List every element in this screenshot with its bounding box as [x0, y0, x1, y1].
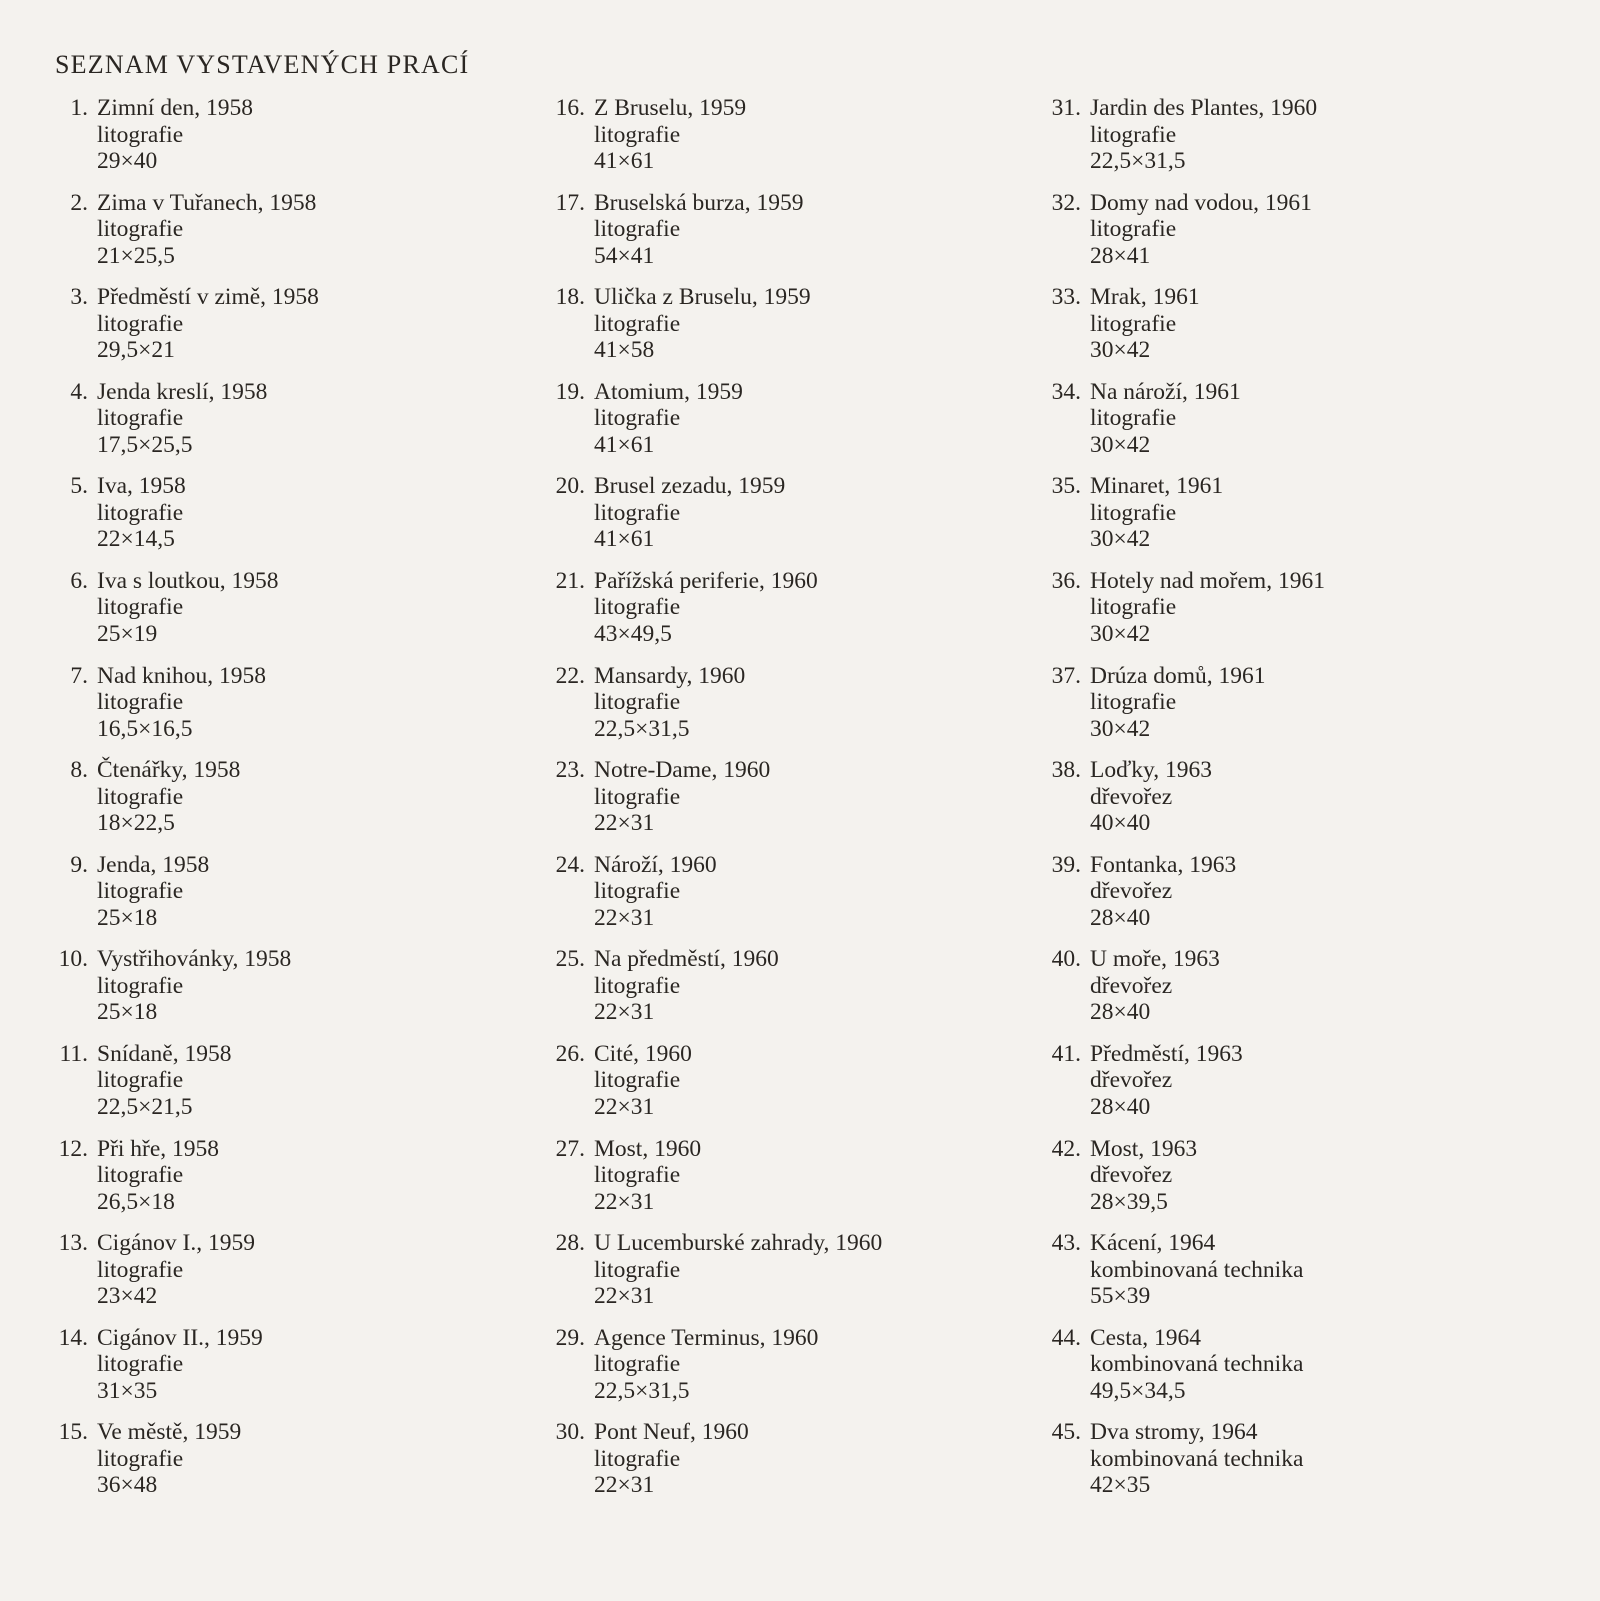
- item-size: 26,5×18: [97, 1188, 175, 1215]
- item-title: Snídaně, 1958: [97, 1040, 232, 1067]
- item-size: 25×18: [97, 999, 158, 1026]
- item-size: 42×35: [1090, 1472, 1151, 1499]
- item-number: 10.: [58, 946, 88, 973]
- item-medium: litografie: [594, 1256, 681, 1283]
- item-title: Cigánov I., 1959: [97, 1230, 255, 1257]
- item-title: U moře, 1963: [1090, 946, 1220, 973]
- item-number: 20.: [555, 473, 585, 500]
- item-details: [97, 663, 266, 743]
- item-number: 2.: [70, 189, 88, 216]
- item-size: 30×42: [1090, 337, 1151, 364]
- item-details: [1090, 473, 1223, 553]
- item-details: [594, 379, 743, 459]
- item-title: Z Bruselu, 1959: [594, 95, 747, 121]
- item-number: 18.: [555, 284, 585, 311]
- item-details: [97, 190, 316, 270]
- item-number: 4.: [70, 378, 88, 405]
- item-title: Zima v Tuřanech, 1958: [97, 189, 317, 216]
- item-size: 22,5×31,5: [594, 1377, 690, 1404]
- item-medium: litografie: [97, 310, 184, 337]
- item-medium: litografie: [594, 1162, 681, 1189]
- item-size: 22×31: [594, 1093, 655, 1120]
- item-medium: litografie: [594, 1445, 681, 1472]
- item-medium: litografie: [97, 1351, 184, 1378]
- item-medium: litografie: [97, 972, 184, 999]
- item-details: [1090, 663, 1266, 743]
- item-details: [97, 757, 240, 837]
- item-details: [97, 946, 291, 1026]
- item-size: 22×31: [594, 810, 655, 837]
- item-size: 28×41: [1090, 242, 1151, 269]
- item-title: Kácení, 1964: [1090, 1230, 1216, 1257]
- item-details: [97, 852, 209, 932]
- item-medium: litografie: [1090, 310, 1177, 337]
- item-number: 13.: [58, 1230, 88, 1257]
- item-size: 23×42: [97, 1283, 158, 1310]
- item-size: 16,5×16,5: [97, 715, 193, 742]
- item-title: Cesta, 1964: [1090, 1324, 1201, 1351]
- item-details: [594, 190, 804, 270]
- item-details: [1090, 95, 1317, 175]
- item-title: Vystřihovánky, 1958: [97, 946, 292, 973]
- item-number: 23.: [555, 757, 585, 784]
- item-number: 25.: [555, 946, 585, 973]
- item-size: 41×61: [594, 148, 655, 174]
- item-medium: litografie: [594, 1067, 681, 1094]
- item-number: 28.: [555, 1230, 585, 1257]
- item-medium: litografie: [594, 121, 681, 148]
- item-medium: litografie: [97, 1256, 184, 1283]
- item-details: [594, 284, 811, 364]
- item-details: [594, 1230, 882, 1310]
- item-details: [1090, 1419, 1303, 1499]
- item-size: 43×49,5: [594, 620, 672, 647]
- item-number: 31.: [1051, 95, 1081, 121]
- item-title: Na nároží, 1961: [1090, 378, 1241, 405]
- item-number: 26.: [555, 1040, 585, 1067]
- item-number: 27.: [555, 1135, 585, 1162]
- item-title: Při hře, 1958: [97, 1135, 220, 1162]
- item-medium: litografie: [97, 121, 184, 148]
- item-medium: litografie: [97, 405, 184, 432]
- item-number: 39.: [1051, 851, 1081, 878]
- item-number: 44.: [1051, 1324, 1081, 1351]
- item-details: [97, 1136, 219, 1216]
- item-medium: litografie: [97, 878, 184, 905]
- item-medium: litografie: [97, 1067, 184, 1094]
- item-number: 38.: [1051, 757, 1081, 784]
- item-title: Zimní den, 1958: [97, 95, 253, 121]
- item-details: [594, 1041, 692, 1121]
- item-title: Mansardy, 1960: [594, 662, 746, 689]
- item-medium: kombinovaná technika: [1090, 1445, 1304, 1472]
- item-number: 15.: [58, 1419, 88, 1446]
- item-size: 30×42: [1090, 431, 1151, 458]
- item-medium: litografie: [1090, 121, 1177, 148]
- item-details: [594, 852, 717, 932]
- item-medium: dřevořez: [1090, 1067, 1173, 1094]
- item-title: Brusel zezadu, 1959: [594, 473, 786, 500]
- item-size: 28×39,5: [1090, 1188, 1168, 1215]
- item-details: [594, 663, 745, 743]
- item-details: [97, 473, 186, 553]
- item-size: 54×41: [594, 242, 655, 269]
- item-title: Agence Terminus, 1960: [594, 1324, 819, 1351]
- item-medium: litografie: [594, 783, 681, 810]
- item-details: [97, 1325, 263, 1405]
- item-medium: litografie: [1090, 405, 1177, 432]
- item-medium: litografie: [97, 1445, 184, 1472]
- item-size: 41×61: [594, 526, 655, 553]
- item-title: Most, 1960: [594, 1135, 702, 1162]
- item-medium: dřevořez: [1090, 878, 1173, 905]
- item-size: 22,5×21,5: [97, 1093, 193, 1120]
- item-size: 55×39: [1090, 1283, 1151, 1310]
- item-number: 7.: [70, 662, 88, 689]
- item-details: [97, 1419, 241, 1499]
- item-medium: litografie: [594, 1351, 681, 1378]
- item-number: 41.: [1051, 1040, 1081, 1067]
- item-size: 17,5×25,5: [97, 431, 193, 458]
- page-title: SEZNAM VYSTAVENÝCH PRACÍ: [55, 50, 470, 79]
- item-medium: litografie: [594, 405, 681, 432]
- item-number: 14.: [58, 1324, 88, 1351]
- item-details: [97, 1041, 231, 1121]
- item-medium: litografie: [594, 310, 681, 337]
- item-details: [594, 95, 746, 175]
- item-number: 11.: [59, 1040, 88, 1067]
- item-size: 41×61: [594, 431, 655, 458]
- item-medium: litografie: [97, 689, 184, 716]
- item-details: [1090, 1041, 1243, 1121]
- item-details: [1090, 1136, 1197, 1216]
- item-details: [594, 946, 779, 1026]
- item-number: 37.: [1051, 662, 1081, 689]
- item-number: 5.: [70, 473, 88, 500]
- item-number: 32.: [1051, 189, 1081, 216]
- item-title: Ulička z Bruselu, 1959: [594, 284, 811, 311]
- item-title: Domy nad vodou, 1961: [1090, 189, 1312, 216]
- item-title: U Lucemburské zahrady, 1960: [594, 1230, 883, 1257]
- item-details: [1090, 1230, 1303, 1310]
- item-medium: litografie: [594, 594, 681, 621]
- item-title: Loďky, 1963: [1090, 757, 1213, 784]
- item-number: 34.: [1051, 378, 1081, 405]
- item-size: 22×31: [594, 999, 655, 1026]
- item-number: 42.: [1051, 1135, 1081, 1162]
- item-number: 36.: [1051, 567, 1081, 594]
- item-medium: litografie: [97, 216, 184, 243]
- item-medium: litografie: [1090, 216, 1177, 243]
- item-size: 30×42: [1090, 620, 1151, 647]
- item-size: 40×40: [1090, 810, 1151, 837]
- item-title: Mrak, 1961: [1090, 284, 1200, 311]
- item-title: Předměstí, 1963: [1090, 1040, 1243, 1067]
- item-details: [1090, 852, 1236, 932]
- item-size: 36×48: [97, 1472, 158, 1499]
- item-title: Čtenářky, 1958: [97, 757, 241, 784]
- item-title: Iva s loutkou, 1958: [97, 567, 279, 594]
- item-title: Jenda, 1958: [97, 851, 210, 878]
- item-size: 22×31: [594, 1472, 655, 1499]
- item-size: 25×19: [97, 620, 158, 647]
- item-size: 31×35: [97, 1377, 158, 1404]
- item-size: 41×58: [594, 337, 655, 364]
- item-size: 28×40: [1090, 1093, 1151, 1120]
- item-number: 17.: [555, 189, 585, 216]
- item-details: [97, 568, 278, 648]
- item-size: 30×42: [1090, 526, 1151, 553]
- item-title: Fontanka, 1963: [1090, 851, 1237, 878]
- item-number: 9.: [70, 851, 88, 878]
- item-medium: dřevořez: [1090, 1162, 1173, 1189]
- item-title: Hotely nad mořem, 1961: [1090, 567, 1325, 594]
- item-title: Iva, 1958: [97, 473, 186, 500]
- item-medium: litografie: [594, 689, 681, 716]
- item-size: 25×18: [97, 904, 158, 931]
- item-title: Nad knihou, 1958: [97, 662, 267, 689]
- item-number: 35.: [1051, 473, 1081, 500]
- item-details: [594, 473, 785, 553]
- item-details: [594, 757, 770, 837]
- item-details: [1090, 757, 1212, 837]
- item-medium: litografie: [594, 878, 681, 905]
- item-size: 22×14,5: [97, 526, 175, 553]
- item-size: 28×40: [1090, 904, 1151, 931]
- item-number: 6.: [70, 567, 88, 594]
- item-size: 22×31: [594, 1188, 655, 1215]
- item-title: Pont Neuf, 1960: [594, 1419, 749, 1446]
- item-title: Most, 1963: [1090, 1135, 1198, 1162]
- item-details: [97, 95, 253, 175]
- item-details: [594, 1419, 749, 1499]
- item-title: Atomium, 1959: [594, 378, 743, 405]
- item-medium: litografie: [97, 499, 184, 526]
- item-size: 49,5×34,5: [1090, 1377, 1186, 1404]
- item-details: [97, 284, 319, 364]
- item-title: Drúza domů, 1961: [1090, 662, 1266, 689]
- item-medium: litografie: [594, 499, 681, 526]
- item-number: 12.: [58, 1135, 88, 1162]
- item-title: Dva stromy, 1964: [1090, 1419, 1258, 1446]
- item-size: 21×25,5: [97, 242, 175, 269]
- item-number: 45.: [1051, 1419, 1081, 1446]
- item-title: Notre-Dame, 1960: [594, 757, 771, 784]
- item-details: [1090, 379, 1241, 459]
- item-details: [594, 1136, 701, 1216]
- item-title: Na předměstí, 1960: [594, 946, 779, 973]
- item-number: 22.: [555, 662, 585, 689]
- item-medium: litografie: [97, 594, 184, 621]
- item-medium: dřevořez: [1090, 783, 1173, 810]
- item-details: [1090, 946, 1220, 1026]
- item-medium: litografie: [594, 216, 681, 243]
- item-size: 22×31: [594, 904, 655, 931]
- item-title: Ve městě, 1959: [97, 1419, 242, 1446]
- item-medium: litografie: [1090, 689, 1177, 716]
- item-details: [97, 379, 267, 459]
- item-size: 22,5×31,5: [594, 715, 690, 742]
- item-title: Jardin des Plantes, 1960: [1090, 95, 1318, 121]
- item-title: Minaret, 1961: [1090, 473, 1224, 500]
- item-details: [594, 1325, 818, 1405]
- item-title: Pařížská periferie, 1960: [594, 567, 818, 594]
- item-number: 33.: [1051, 284, 1081, 311]
- item-size: 28×40: [1090, 999, 1151, 1026]
- item-details: [594, 568, 818, 648]
- item-size: 29,5×21: [97, 337, 175, 364]
- item-size: 30×42: [1090, 715, 1151, 742]
- item-size: 29×40: [97, 148, 158, 174]
- item-number: 16.: [555, 95, 585, 121]
- item-details: [97, 1230, 255, 1310]
- item-details: [1090, 568, 1325, 648]
- item-medium: litografie: [1090, 499, 1177, 526]
- item-medium: kombinovaná technika: [1090, 1351, 1304, 1378]
- item-title: Předměstí v zimě, 1958: [97, 284, 319, 311]
- item-number: 8.: [70, 757, 88, 784]
- item-number: 19.: [555, 378, 585, 405]
- item-size: 22,5×31,5: [1090, 148, 1186, 174]
- item-details: [1090, 284, 1200, 364]
- item-number: 21.: [555, 567, 585, 594]
- item-size: 22×31: [594, 1283, 655, 1310]
- item-medium: litografie: [594, 972, 681, 999]
- item-title: Nároží, 1960: [594, 851, 717, 878]
- item-details: [1090, 190, 1312, 270]
- item-medium: dřevořez: [1090, 972, 1173, 999]
- item-medium: kombinovaná technika: [1090, 1256, 1304, 1283]
- item-medium: litografie: [97, 783, 184, 810]
- item-number: 43.: [1051, 1230, 1081, 1257]
- item-details: [1090, 1325, 1303, 1405]
- item-title: Cité, 1960: [594, 1040, 692, 1067]
- item-size: 18×22,5: [97, 810, 175, 837]
- item-number: 40.: [1051, 946, 1081, 973]
- item-number: 30.: [555, 1419, 585, 1446]
- item-medium: litografie: [1090, 594, 1177, 621]
- item-number: 29.: [555, 1324, 585, 1351]
- item-title: Cigánov II., 1959: [97, 1324, 263, 1351]
- item-title: Jenda kreslí, 1958: [97, 378, 268, 405]
- item-medium: litografie: [97, 1162, 184, 1189]
- item-number: 1.: [70, 95, 88, 121]
- item-title: Bruselská burza, 1959: [594, 189, 804, 216]
- item-number: 24.: [555, 851, 585, 878]
- item-number: 3.: [70, 284, 88, 311]
